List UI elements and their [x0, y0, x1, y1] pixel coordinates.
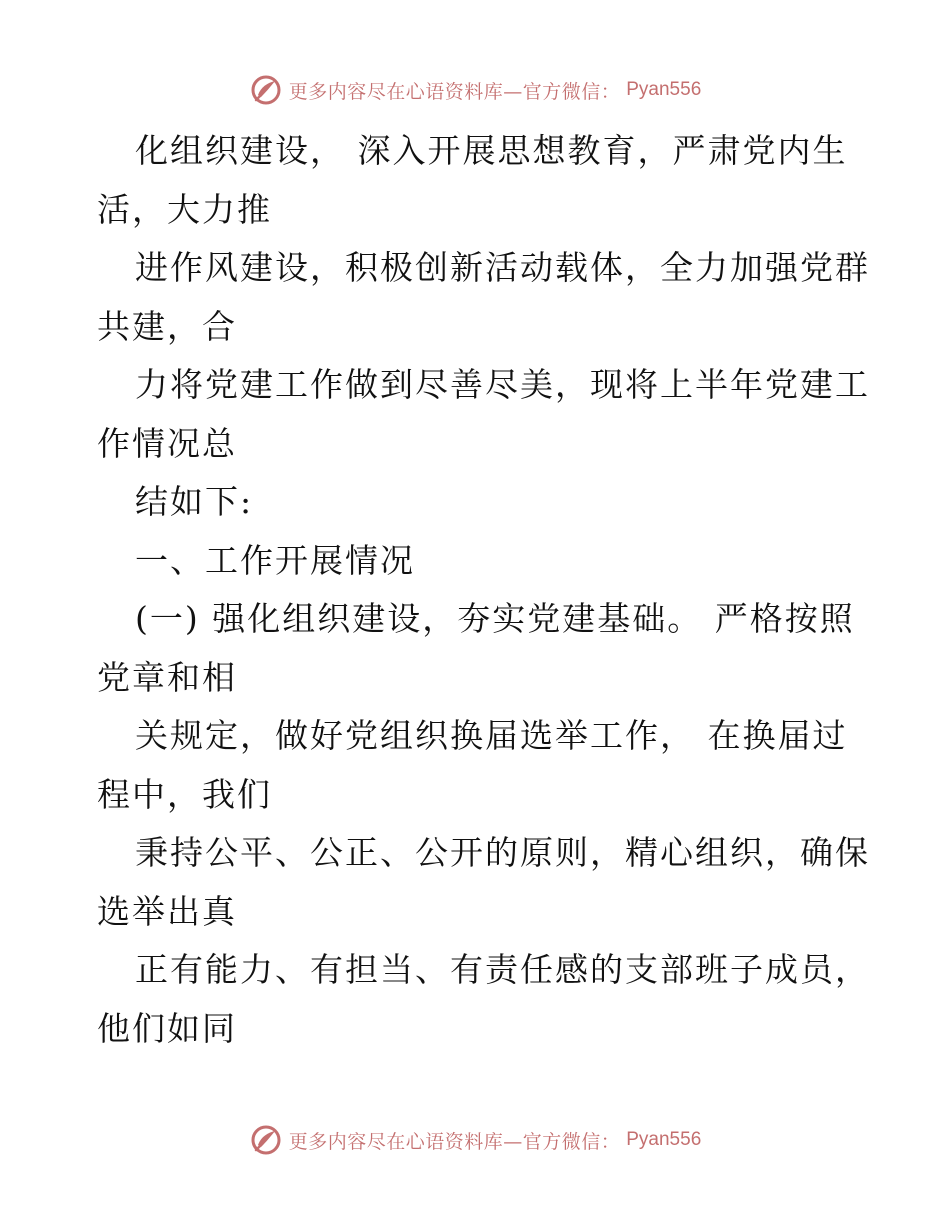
text-line: 关规定，做好党组织换届选举工作， 在换届过	[135, 716, 848, 755]
watermark-logo-icon	[249, 73, 283, 107]
text-line: 一、工作开展情况	[135, 540, 415, 580]
text-line: 共建，合	[97, 306, 237, 346]
watermark-content	[249, 1123, 702, 1157]
text-line: 秉持公平、公正、公开的原则，精心组织，确保	[135, 833, 870, 872]
watermark-contact: Pyan556	[626, 79, 702, 100]
text-line: (一) 强化组织建设，夯实党建基础。 严格按照	[135, 599, 855, 638]
watermark-text: 更多内容尽在心语资料库—官方微信：	[288, 1130, 621, 1153]
text-line: 活，大力推	[97, 189, 272, 229]
text-line: 力将党建工作做到尽善尽美，现将上半年党建工	[135, 365, 870, 404]
watermark-text: 更多内容尽在心语资料库—官方微信：	[288, 80, 621, 103]
text-line: 程中，我们	[97, 774, 272, 814]
document-body	[97, 122, 870, 1058]
text-line: 选举出真	[97, 891, 237, 931]
text-line: 结如下:	[135, 482, 254, 521]
text-line: 化组织建设， 深入开展思想教育，严肃党内生	[135, 131, 848, 170]
watermark-contact: Pyan556	[626, 1129, 702, 1150]
text-line: 党章和相	[97, 657, 237, 697]
text-line: 他们如同	[97, 1008, 237, 1048]
watermark-banner-bottom	[0, 1120, 950, 1160]
text-line: 正有能力、有担当、有责任感的支部班子成员，	[135, 950, 870, 989]
text-line: 进作风建设，积极创新活动载体，全力加强党群	[135, 248, 870, 287]
watermark-banner-top	[0, 70, 950, 110]
watermark-logo-icon	[249, 1123, 283, 1157]
watermark-content	[249, 73, 702, 107]
text-line: 作情况总	[97, 423, 237, 463]
